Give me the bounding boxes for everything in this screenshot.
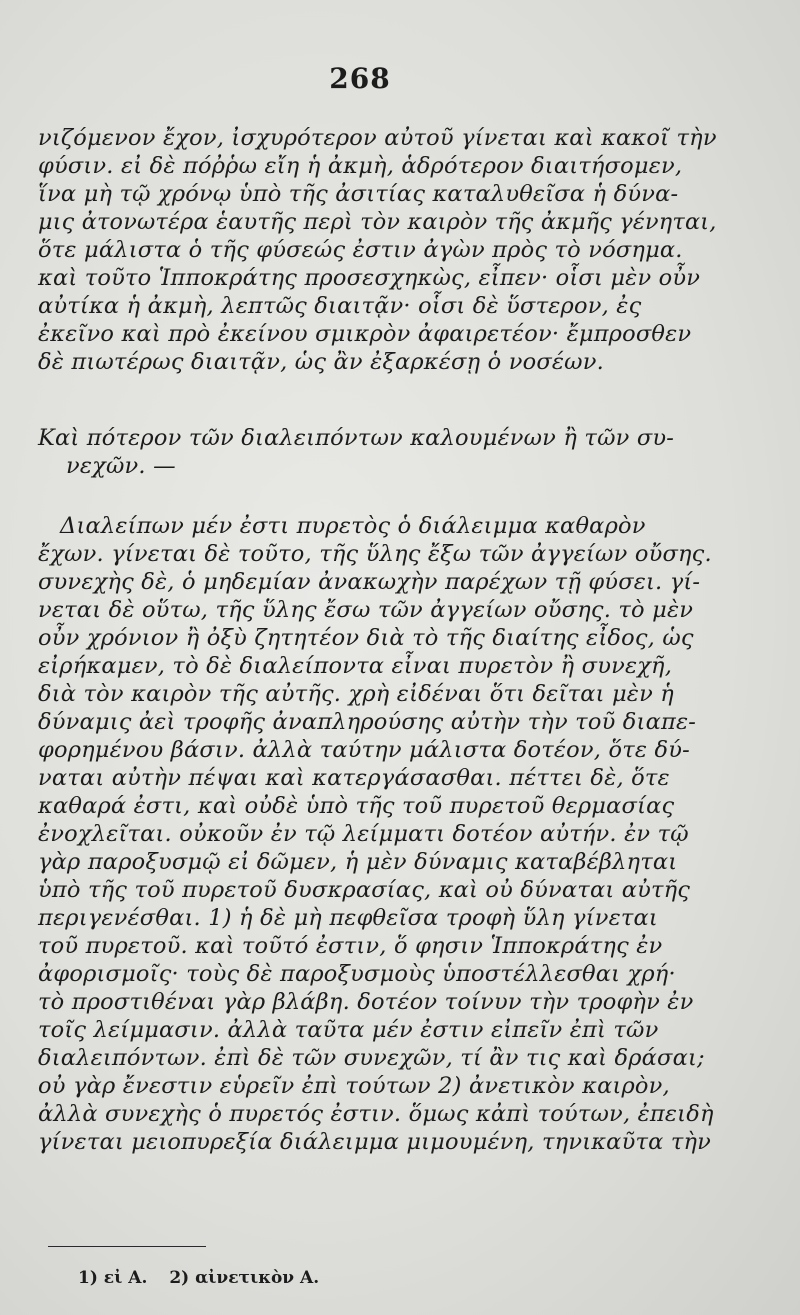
text-line: δὲ πιωτέρως διαιτᾷν, ὡς ἂν ἐξαρκέσῃ ὁ νοσέων. — [38, 349, 604, 375]
text-line: ἀλλὰ συνεχὴς ὁ πυρετός ἐστιν. ὅμως κἀπὶ τούτων, ἐπειδὴ — [38, 1101, 714, 1127]
text-line: ναται αὐτὴν πέψαι καὶ κατεργάσασθαι. πέττει δὲ, ὅτε — [38, 765, 670, 791]
page-number: 268 — [329, 62, 391, 95]
text-line: δύναμις ἀεὶ τροφῆς ἀναπληρούσης αὐτὴν τὴν τοῦ διαπε- — [38, 709, 697, 735]
text-line: περιγενέσθαι. 1) ἡ δὲ μὴ πεφθεῖσα τροφὴ ὕλη γίνεται — [38, 905, 658, 931]
text-line: αὐτίκα ἡ ἀκμὴ, λεπτῶς διαιτᾷν· οἷσι δὲ ὕστερον, ἐς — [38, 293, 642, 319]
text-line: εἰρήκαμεν, τὸ δὲ διαλείποντα εἶναι πυρετὸν ἢ συνεχῆ, — [38, 653, 673, 679]
text-line: μις ἀτονωτέρα ἑαυτῆς περὶ τὸν καιρὸν τῆς ἀκμῆς γένηται, — [38, 209, 717, 235]
text-line: ὑπὸ τῆς τοῦ πυρετοῦ δυσκρασίας, καὶ οὐ δύναται αὐτῆς — [38, 877, 691, 903]
main-paragraph — [38, 512, 720, 1156]
footnote-2: 2) αἰνετικὸν A. — [169, 1268, 320, 1288]
text-line: ἐκεῖνο καὶ πρὸ ἐκείνου σμικρὸν ἀφαιρετέον· ἔμπροσθεν — [38, 321, 692, 347]
text-line: ὅτε μάλιστα ὁ τῆς φύσεώς ἐστιν ἀγὼν πρὸς τὸ νόσημα. — [38, 237, 683, 263]
text-line: γίνεται μειοπυρεξία διάλειμμα μιμουμένη, τηνικαῦτα τὴν — [38, 1129, 712, 1155]
text-line: φύσιν. εἰ δὲ πόῤῥω εἴη ἡ ἀκμὴ, ἁδρότερον διαιτήσομεν, — [38, 153, 683, 179]
text-line: Διαλείπων μέν ἐστι πυρετὸς ὁ διάλειμμα καθαρὸν — [60, 513, 646, 539]
paragraph-continuation — [38, 124, 720, 376]
text-line: νεται δὲ οὕτω, τῆς ὕλης ἔσω τῶν ἀγγείων οὔσης. τὸ μὲν — [38, 597, 694, 623]
text-line: συνεχὴς δὲ, ὁ μηδεμίαν ἀνακωχὴν παρέχων τῇ φύσει. γί- — [38, 569, 701, 595]
section-heading — [38, 424, 720, 480]
text-line: ἐνοχλεῖται. οὐκοῦν ἐν τῷ λείμματι δοτέον αὐτήν. ἐν τῷ — [38, 821, 689, 847]
text-line: γὰρ παροξυσμῷ εἰ δῶμεν, ἡ μὲν δύναμις καταβέβληται — [38, 849, 678, 875]
text-line: καὶ τοῦτο Ἱπποκράτης προσεσχηκὼς, εἶπεν· οἷσι μὲν οὖν — [38, 265, 701, 291]
text-line: διὰ τὸν καιρὸν τῆς αὐτῆς. χρὴ εἰδέναι ὅτι δεῖται μὲν ἡ — [38, 681, 674, 707]
heading-line: νεχῶν. — — [66, 453, 176, 479]
footnote-1: 1) εἰ A. — [78, 1268, 148, 1288]
text-line: ἔχων. γίνεται δὲ τοῦτο, τῆς ὕλης ἔξω τῶν ἀγγείων οὔσης. — [38, 541, 712, 567]
heading-line: Καὶ πότερον τῶν διαλειπόντων καλουμένων ἢ τῶν συ- — [38, 425, 675, 451]
text-line: ἵνα μὴ τῷ χρόνῳ ὑπὸ τῆς ἀσιτίας καταλυθεῖσα ἡ δύνα- — [38, 181, 679, 207]
text-line: φορημένου βάσιν. ἀλλὰ ταύτην μάλιστα δοτέον, ὅτε δύ- — [38, 737, 690, 763]
text-line: τοῖς λείμμασιν. ἀλλὰ ταῦτα μέν ἐστιν εἰπεῖν ἐπὶ τῶν — [38, 1017, 659, 1043]
text-line: καθαρά ἐστι, καὶ οὐδὲ ὑπὸ τῆς τοῦ πυρετοῦ θερμασίας — [38, 793, 675, 819]
text-line: οὖν χρόνιον ἢ ὀξὺ ζητητέον διὰ τὸ τῆς διαίτης εἶδος, ὡς — [38, 625, 694, 651]
footnote-divider — [48, 1246, 206, 1247]
text-line: τὸ προστιθέναι γὰρ βλάβη. δοτέον τοίνυν τὴν τροφὴν ἐν — [38, 989, 694, 1015]
text-line: διαλειπόντων. ἐπὶ δὲ τῶν συνεχῶν, τί ἂν τις καὶ δράσαι; — [38, 1045, 705, 1071]
text-line: ἀφορισμοῖς· τοὺς δὲ παροξυσμοὺς ὑποστέλλεσθαι χρή· — [38, 961, 676, 987]
text-line: νιζόμενον ἔχον, ἰσχυρότερον αὐτοῦ γίνεται καὶ κακοῖ τὴν — [38, 125, 717, 151]
footnotes — [78, 1268, 335, 1288]
text-line: τοῦ πυρετοῦ. καὶ τοῦτό ἐστιν, ὅ φησιν Ἱπποκράτης ἐν — [38, 933, 663, 959]
text-line: οὐ γὰρ ἔνεστιν εὑρεῖν ἐπὶ τούτων 2) ἀνετικὸν καιρὸν, — [38, 1073, 670, 1099]
